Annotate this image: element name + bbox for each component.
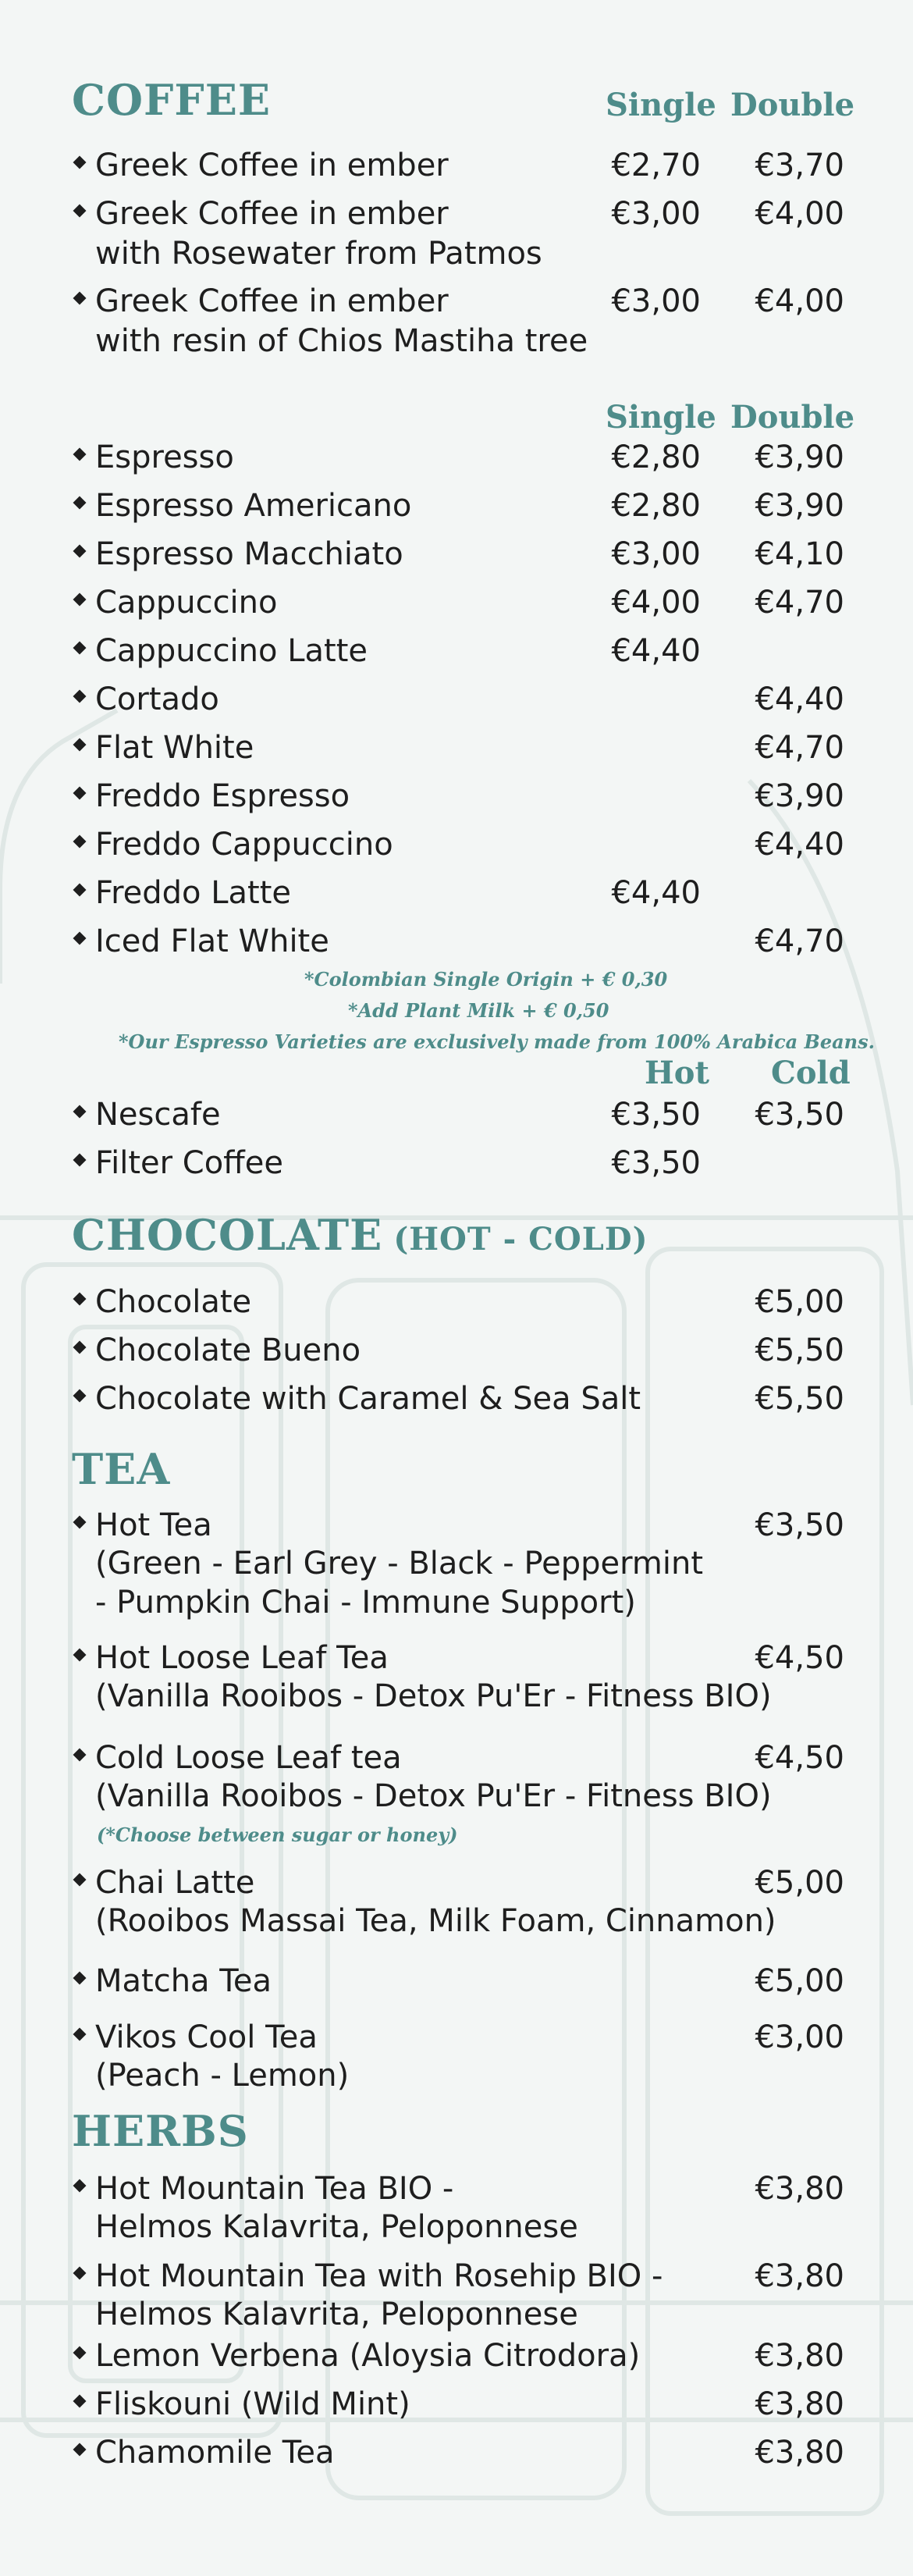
item-name: Vikos Cool Tea — [95, 2019, 318, 2055]
diamond-bullet-icon — [73, 205, 87, 218]
item-price-double: €4,70 — [755, 585, 844, 621]
item-price: €3,00 — [755, 2019, 844, 2055]
item-description: (Vanilla Rooibos - Detox Pu'Er - Fitness BIO) — [95, 1678, 772, 1714]
diamond-bullet-icon — [73, 738, 87, 752]
item-price: €5,50 — [755, 1332, 844, 1368]
item-price-double: €3,90 — [755, 488, 844, 524]
diamond-bullet-icon — [73, 1105, 87, 1119]
item-price: €3,80 — [755, 2171, 844, 2207]
item-name: Espresso — [95, 439, 234, 475]
diamond-bullet-icon — [73, 593, 87, 607]
item-description: (Green - Earl Grey - Black - Peppermint — [95, 1546, 704, 1582]
item-price: €4,50 — [755, 1740, 844, 1776]
item-description: Helmos Kalavrita, Peloponnese — [95, 2209, 578, 2245]
diamond-bullet-icon — [73, 835, 87, 849]
diamond-bullet-icon — [73, 1154, 87, 1167]
item-description: (Rooibos Massai Tea, Milk Foam, Cinnamon) — [95, 1903, 776, 1939]
diamond-bullet-icon — [73, 787, 87, 800]
diamond-bullet-icon — [73, 2347, 87, 2360]
diamond-bullet-icon — [73, 448, 87, 461]
item-name: Hot Mountain Tea with Rosehip BIO - — [95, 2258, 663, 2294]
item-name: Espresso Americano — [95, 488, 412, 524]
item-price-single: €3,00 — [611, 536, 701, 572]
item-name: Chai Latte — [95, 1865, 255, 1901]
item-price: €4,50 — [755, 1640, 844, 1676]
item-price-hot: €3,50 — [611, 1097, 701, 1133]
item-price: €3,80 — [755, 2258, 844, 2294]
item-price-single: €4,40 — [611, 875, 701, 911]
item-name: Espresso Macchiato — [95, 536, 403, 572]
item-price-double: €4,40 — [755, 681, 844, 717]
item-price-double: €4,00 — [755, 283, 844, 319]
diamond-bullet-icon — [73, 156, 87, 169]
item-price-single: €2,80 — [611, 439, 701, 475]
item-name: Matcha Tea — [95, 1963, 272, 1999]
item-name: Lemon Verbena (Aloysia Citrodora) — [95, 2338, 641, 2374]
item-price-single: €3,00 — [611, 283, 701, 319]
item-name: Filter Coffee — [95, 1145, 283, 1181]
diamond-bullet-icon — [73, 1972, 87, 1985]
diamond-bullet-icon — [73, 884, 87, 897]
item-name: Cappuccino Latte — [95, 633, 368, 669]
item-price-single: €3,00 — [611, 196, 701, 232]
espresso-note: *Add Plant Milk + € 0,50 — [348, 999, 609, 1022]
item-price: €5,50 — [755, 1381, 844, 1417]
coffee-heading: COFFEE — [72, 75, 272, 125]
item-price-double: €4,00 — [755, 196, 844, 232]
diamond-bullet-icon — [73, 1649, 87, 1662]
diamond-bullet-icon — [73, 496, 87, 510]
item-description: - Pumpkin Chai - Immune Support) — [95, 1585, 636, 1621]
herbs-heading: HERBS — [72, 2106, 249, 2156]
item-name: Greek Coffee in ember — [95, 283, 449, 319]
chocolate-title: CHOCOLATE — [72, 1210, 383, 1260]
diamond-bullet-icon — [73, 2395, 87, 2408]
item-name: Greek Coffee in ember — [95, 196, 449, 232]
espresso-note: *Our Espresso Varieties are exclusively made from 100% Arabica Beans. — [119, 1030, 875, 1053]
item-price: €3,80 — [755, 2386, 844, 2422]
item-name: Chamomile Tea — [95, 2435, 335, 2471]
item-description: Helmos Kalavrita, Peloponnese — [95, 2297, 578, 2332]
item-name: Greek Coffee in ember — [95, 148, 449, 183]
tea-note: (*Choose between sugar or honey) — [97, 1823, 458, 1846]
item-name: Cortado — [95, 681, 219, 717]
item-price-single: €2,80 — [611, 488, 701, 524]
double-column-header: Double — [730, 87, 855, 123]
double-column-header: Double — [730, 399, 855, 436]
item-price-double: €4,10 — [755, 536, 844, 572]
diamond-bullet-icon — [73, 292, 87, 305]
item-description: with Rosewater from Patmos — [95, 236, 542, 272]
single-column-header: Single — [606, 87, 716, 123]
cold-column-header: Cold — [771, 1055, 851, 1091]
item-price: €5,00 — [755, 1963, 844, 1999]
diamond-bullet-icon — [73, 1341, 87, 1354]
item-name: Hot Mountain Tea BIO - — [95, 2171, 454, 2207]
item-description: (Peach - Lemon) — [95, 2058, 350, 2094]
item-price: €3,50 — [755, 1507, 844, 1543]
item-price: €5,00 — [755, 1865, 844, 1901]
diamond-bullet-icon — [73, 2179, 87, 2193]
diamond-bullet-icon — [73, 2028, 87, 2041]
item-price-cold: €3,50 — [755, 1097, 844, 1133]
item-name: Cappuccino — [95, 585, 278, 621]
tea-heading: TEA — [72, 1444, 171, 1494]
chocolate-subtitle: (HOT - COLD) — [393, 1221, 648, 1258]
item-price-single: €4,40 — [611, 633, 701, 669]
item-description: (Vanilla Rooibos - Detox Pu'Er - Fitness BIO) — [95, 1778, 772, 1814]
item-name: Iced Flat White — [95, 923, 329, 959]
item-price-double: €4,70 — [755, 923, 844, 959]
item-price: €3,80 — [755, 2435, 844, 2471]
item-name: Flat White — [95, 730, 254, 766]
item-price-double: €3,90 — [755, 778, 844, 814]
item-price-double: €3,90 — [755, 439, 844, 475]
item-price-single: €2,70 — [611, 148, 701, 183]
item-price-double: €4,70 — [755, 730, 844, 766]
espresso-note: *Colombian Single Origin + € 0,30 — [304, 968, 668, 991]
hot-column-header: Hot — [645, 1055, 709, 1091]
diamond-bullet-icon — [73, 2443, 87, 2457]
item-name: Chocolate with Caramel & Sea Salt — [95, 1381, 641, 1417]
diamond-bullet-icon — [73, 932, 87, 945]
diamond-bullet-icon — [73, 1389, 87, 1403]
item-name: Chocolate Bueno — [95, 1332, 361, 1368]
item-name: Hot Loose Leaf Tea — [95, 1640, 389, 1676]
diamond-bullet-icon — [73, 1749, 87, 1762]
diamond-bullet-icon — [73, 1293, 87, 1306]
diamond-bullet-icon — [73, 545, 87, 558]
item-description: with resin of Chios Mastiha tree — [95, 323, 588, 359]
item-name: Chocolate — [95, 1284, 252, 1320]
item-name: Hot Tea — [95, 1507, 212, 1543]
diamond-bullet-icon — [73, 642, 87, 655]
item-name: Fliskouni (Wild Mint) — [95, 2386, 410, 2422]
item-price-double: €4,40 — [755, 827, 844, 863]
diamond-bullet-icon — [73, 690, 87, 703]
chocolate-heading — [72, 1212, 648, 1263]
item-price: €3,80 — [755, 2338, 844, 2374]
diamond-bullet-icon — [73, 1516, 87, 1529]
diamond-bullet-icon — [73, 2267, 87, 2280]
item-price-double: €3,70 — [755, 148, 844, 183]
item-name: Nescafe — [95, 1097, 221, 1133]
item-price-single: €4,00 — [611, 585, 701, 621]
single-column-header: Single — [606, 399, 716, 436]
item-name: Cold Loose Leaf tea — [95, 1740, 402, 1776]
item-price: €5,00 — [755, 1284, 844, 1320]
item-name: Freddo Latte — [95, 875, 292, 911]
diamond-bullet-icon — [73, 1873, 87, 1887]
item-price-hot: €3,50 — [611, 1145, 701, 1181]
item-name: Freddo Cappuccino — [95, 827, 393, 863]
item-name: Freddo Espresso — [95, 778, 350, 814]
